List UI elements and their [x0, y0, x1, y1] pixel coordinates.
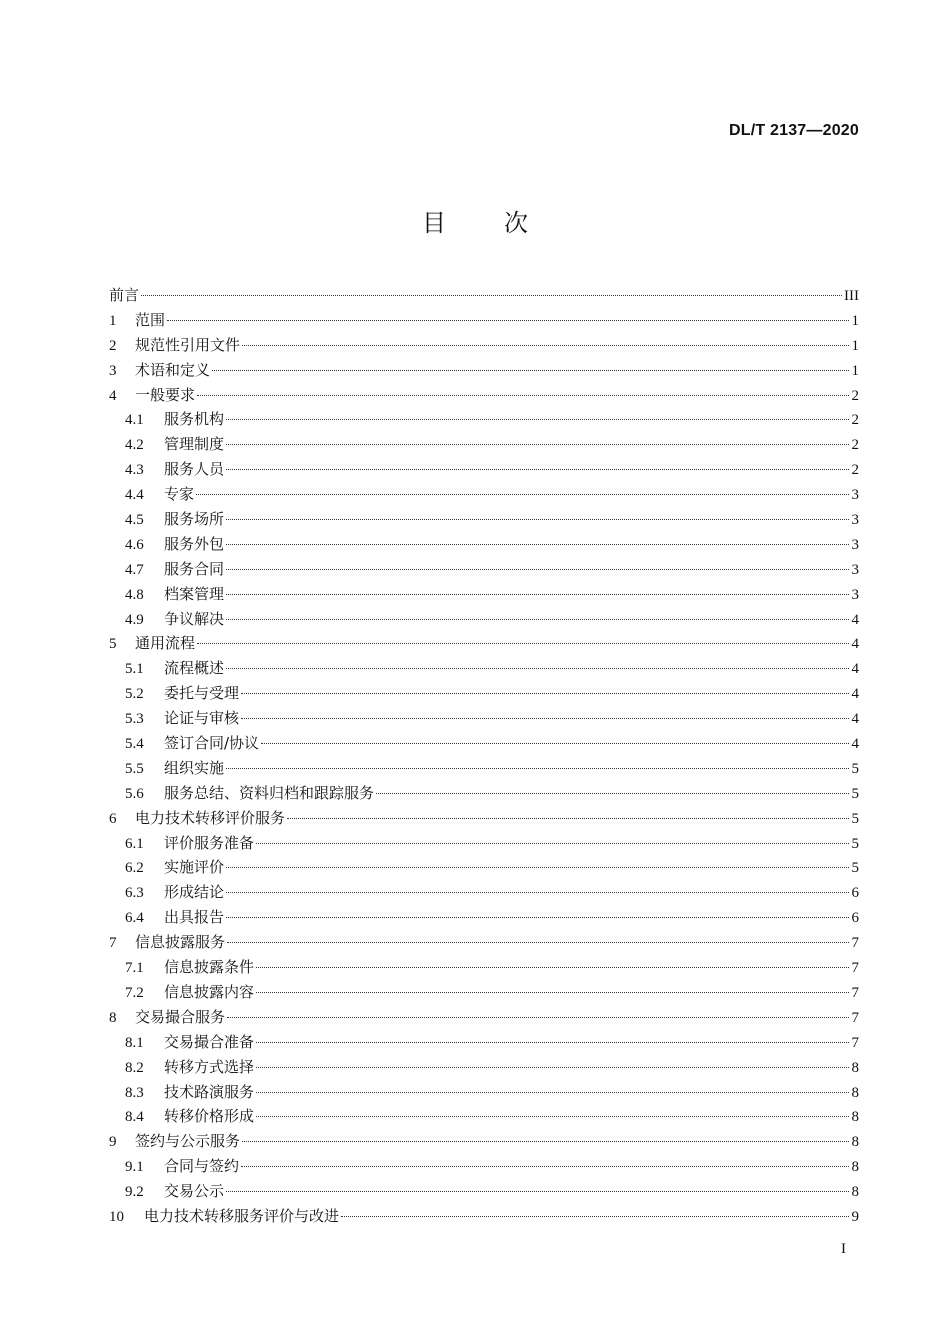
toc-entry-label: 服务机构 — [164, 410, 225, 429]
toc-leader-dots — [212, 370, 849, 371]
toc-leader-dots — [242, 1141, 849, 1142]
toc-entry[interactable] — [109, 806, 859, 831]
toc-entry-page: 8 — [851, 1134, 859, 1151]
toc-leader-dots — [256, 1092, 849, 1093]
toc-entry[interactable] — [109, 756, 859, 781]
toc-entry[interactable] — [109, 631, 859, 656]
toc-leader-dots — [256, 843, 849, 844]
toc-entry-number: 4 — [109, 387, 117, 404]
toc-entry-number: 5.2 — [125, 686, 144, 703]
toc-entry-label: 服务人员 — [164, 460, 225, 479]
toc-leader-dots — [227, 1017, 849, 1018]
toc-entry[interactable] — [109, 980, 859, 1005]
toc-entry-number: 4.5 — [125, 512, 144, 529]
toc-entry-label: 签订合同/协议 — [164, 734, 260, 753]
toc-entry-number: 1 — [109, 312, 117, 329]
toc-entry-label: 转移方式选择 — [164, 1057, 255, 1076]
toc-entry-page: 3 — [851, 561, 859, 578]
toc-entry[interactable] — [109, 507, 859, 532]
toc-leader-dots — [241, 1166, 849, 1167]
toc-leader-dots — [227, 942, 849, 943]
toc-entry-label: 专家 — [164, 485, 195, 504]
toc-entry-label: 交易公示 — [164, 1182, 225, 1201]
toc-entry-number: 9.1 — [125, 1159, 144, 1176]
toc-entry[interactable] — [109, 955, 859, 980]
toc-leader-dots — [242, 345, 849, 346]
toc-leader-dots — [226, 569, 849, 570]
toc-entry-page: 7 — [851, 1034, 859, 1051]
toc-entry-number: 6.2 — [125, 860, 144, 877]
toc-entry-number: 5.6 — [125, 785, 144, 802]
toc-entry-page: 2 — [851, 387, 859, 404]
toc-leader-dots — [196, 494, 849, 495]
toc-entry[interactable] — [109, 706, 859, 731]
toc-entry-page: 1 — [851, 362, 859, 379]
toc-entry-number: 3 — [109, 362, 117, 379]
toc-entry[interactable] — [109, 557, 859, 582]
toc-entry-page: 7 — [851, 960, 859, 977]
toc-entry-number: 5.1 — [125, 661, 144, 678]
standard-code: DL/T 2137—2020 — [729, 122, 859, 139]
toc-entry[interactable] — [109, 731, 859, 756]
toc-entry-number: 8.3 — [125, 1084, 144, 1101]
toc-entry[interactable] — [109, 1129, 859, 1154]
toc-entry-number: 6.3 — [125, 885, 144, 902]
toc-entry[interactable] — [109, 905, 859, 930]
toc-leader-dots — [226, 668, 849, 669]
toc-entry-number: 8.2 — [125, 1059, 144, 1076]
toc-entry[interactable] — [109, 333, 859, 358]
toc-entry-number: 5 — [109, 636, 117, 653]
toc-entry-label: 组织实施 — [164, 758, 225, 777]
toc-leader-dots — [226, 469, 849, 470]
toc-entry-number: 7 — [109, 935, 117, 952]
toc-entry-page: 4 — [851, 661, 859, 678]
toc-entry[interactable] — [109, 1154, 859, 1179]
toc-entry-number: 9 — [109, 1134, 117, 1151]
toc-entry-page: 6 — [851, 910, 859, 927]
toc-entry-label: 规范性引用文件 — [135, 335, 241, 354]
toc-entry-label: 服务场所 — [164, 510, 225, 529]
toc-entry-label: 信息披露服务 — [135, 933, 226, 952]
toc-entry[interactable] — [109, 1204, 859, 1229]
toc-entry-number: 6.4 — [125, 910, 144, 927]
toc-entry-label: 交易撮合服务 — [135, 1007, 226, 1026]
toc-entry[interactable] — [109, 358, 859, 383]
toc-entry-number: 4.4 — [125, 487, 144, 504]
toc-entry-number: 6 — [109, 810, 117, 827]
toc-entry-label: 流程概述 — [164, 659, 225, 678]
toc-leader-dots — [287, 818, 849, 819]
toc-entry-page: 8 — [851, 1084, 859, 1101]
toc-leader-dots — [226, 1191, 849, 1192]
toc-leader-dots — [226, 544, 849, 545]
toc-entry-number: 7.1 — [125, 960, 144, 977]
toc-entry-label: 电力技术转移评价服务 — [135, 808, 286, 827]
toc-entry-page: 5 — [851, 760, 859, 777]
toc-entry-number: 5.4 — [125, 736, 144, 753]
toc-entry[interactable] — [109, 532, 859, 557]
toc-entry-number: 4.8 — [125, 586, 144, 603]
toc-entry-label: 形成结论 — [164, 883, 225, 902]
toc-leader-dots — [226, 519, 849, 520]
toc-entry-label: 签约与公示服务 — [135, 1132, 241, 1151]
toc-entry-label: 实施评价 — [164, 858, 225, 877]
toc-leader-dots — [226, 768, 849, 769]
toc-entry-label: 技术路演服务 — [164, 1082, 255, 1101]
toc-list — [109, 283, 859, 1229]
toc-entry-label: 交易撮合准备 — [164, 1032, 255, 1051]
toc-entry-page: 4 — [851, 611, 859, 628]
toc-entry-page: 7 — [851, 984, 859, 1001]
toc-entry-number: 4.7 — [125, 561, 144, 578]
toc-entry-label: 服务总结、资料归档和跟踪服务 — [164, 783, 375, 802]
toc-leader-dots — [197, 395, 849, 396]
toc-entry-number: 4.1 — [125, 412, 144, 429]
toc-entry-page: 7 — [851, 935, 859, 952]
toc-entry[interactable] — [109, 383, 859, 408]
page-number: I — [841, 1241, 846, 1257]
toc-leader-dots — [167, 320, 849, 321]
toc-leader-dots — [241, 693, 849, 694]
toc-entry[interactable] — [109, 1179, 859, 1204]
toc-entry-page: 4 — [851, 711, 859, 728]
toc-entry[interactable] — [109, 582, 859, 607]
toc-entry[interactable] — [109, 681, 859, 706]
toc-entry-label: 电力技术转移服务评价与改进 — [144, 1206, 340, 1225]
toc-entry-label: 前言 — [109, 286, 140, 304]
toc-entry-number: 4.6 — [125, 536, 144, 553]
toc-entry[interactable] — [109, 930, 859, 955]
toc-leader-dots — [256, 967, 849, 968]
toc-entry[interactable] — [109, 283, 859, 308]
toc-entry[interactable] — [109, 1080, 859, 1105]
toc-entry-page: 5 — [851, 785, 859, 802]
toc-entry-page: 8 — [851, 1109, 859, 1126]
toc-entry-page: 3 — [851, 512, 859, 529]
toc-entry-label: 范围 — [135, 310, 166, 329]
toc-entry-label: 术语和定义 — [135, 360, 211, 379]
toc-leader-dots — [197, 643, 849, 644]
toc-entry[interactable] — [109, 656, 859, 681]
toc-entry[interactable] — [109, 308, 859, 333]
toc-leader-dots — [226, 867, 849, 868]
toc-entry-number: 4.2 — [125, 437, 144, 454]
toc-entry-label: 管理制度 — [164, 435, 225, 454]
toc-entry-page: 8 — [851, 1059, 859, 1076]
toc-entry-label: 论证与审核 — [164, 709, 240, 728]
toc-entry-number: 2 — [109, 337, 117, 354]
toc-entry[interactable] — [109, 1104, 859, 1129]
toc-entry-label: 合同与签约 — [164, 1157, 240, 1176]
toc-leader-dots — [226, 619, 849, 620]
toc-leader-dots — [256, 1067, 849, 1068]
toc-entry-page: 5 — [851, 860, 859, 877]
toc-entry-page: 1 — [851, 337, 859, 354]
toc-entry-label: 转移价格形成 — [164, 1107, 255, 1126]
toc-entry-page: 3 — [851, 586, 859, 603]
toc-entry[interactable] — [109, 855, 859, 880]
toc-entry[interactable] — [109, 831, 859, 856]
toc-entry-label: 服务外包 — [164, 534, 225, 553]
toc-leader-dots — [376, 793, 849, 794]
toc-entry-label: 出具报告 — [164, 908, 225, 927]
toc-entry[interactable] — [109, 482, 859, 507]
toc-entry-number: 8.1 — [125, 1034, 144, 1051]
toc-leader-dots — [226, 444, 849, 445]
toc-entry-number: 8 — [109, 1009, 117, 1026]
toc-leader-dots — [226, 594, 849, 595]
toc-entry-page: 4 — [851, 736, 859, 753]
toc-entry[interactable] — [109, 1055, 859, 1080]
toc-entry-page: 8 — [851, 1159, 859, 1176]
toc-entry-page: 3 — [851, 487, 859, 504]
toc-entry-label: 评价服务准备 — [164, 833, 255, 852]
toc-entry-page: 5 — [851, 810, 859, 827]
toc-entry[interactable] — [109, 781, 859, 806]
toc-leader-dots — [226, 419, 849, 420]
toc-leader-dots — [226, 892, 849, 893]
toc-entry-page: 3 — [851, 536, 859, 553]
toc-leader-dots — [256, 1042, 849, 1043]
toc-entry-label: 争议解决 — [164, 609, 225, 628]
toc-entry[interactable] — [109, 1030, 859, 1055]
toc-entry[interactable] — [109, 407, 859, 432]
toc-entry-label: 服务合同 — [164, 559, 225, 578]
toc-entry-label: 档案管理 — [164, 584, 225, 603]
toc-entry[interactable] — [109, 432, 859, 457]
toc-entry-page: 2 — [851, 437, 859, 454]
toc-entry-number: 10 — [109, 1208, 124, 1225]
toc-entry-page: III — [844, 288, 859, 304]
toc-entry-number: 5.3 — [125, 711, 144, 728]
toc-leader-dots — [256, 992, 849, 993]
toc-entry[interactable] — [109, 457, 859, 482]
toc-entry-label: 信息披露内容 — [164, 982, 255, 1001]
toc-entry[interactable] — [109, 607, 859, 632]
toc-entry[interactable] — [109, 1005, 859, 1030]
toc-entry-page: 2 — [851, 462, 859, 479]
toc-entry-page: 5 — [851, 835, 859, 852]
toc-leader-dots — [256, 1116, 849, 1117]
toc-entry-label: 信息披露条件 — [164, 958, 255, 977]
toc-entry-label: 委托与受理 — [164, 684, 240, 703]
toc-leader-dots — [241, 718, 849, 719]
toc-entry-label: 一般要求 — [135, 385, 196, 404]
toc-title: 目次 — [422, 209, 586, 237]
toc-entry-page: 7 — [851, 1009, 859, 1026]
toc-entry-number: 8.4 — [125, 1109, 144, 1126]
toc-entry-number: 7.2 — [125, 984, 144, 1001]
toc-leader-dots — [141, 295, 842, 296]
toc-entry-page: 2 — [851, 412, 859, 429]
toc-entry-number: 4.9 — [125, 611, 144, 628]
toc-entry-page: 4 — [851, 636, 859, 653]
toc-entry-page: 1 — [851, 312, 859, 329]
toc-entry-page: 6 — [851, 885, 859, 902]
toc-entry-number: 4.3 — [125, 462, 144, 479]
toc-entry-label: 通用流程 — [135, 634, 196, 653]
toc-entry-number: 6.1 — [125, 835, 144, 852]
toc-entry-number: 5.5 — [125, 760, 144, 777]
toc-entry-page: 9 — [851, 1208, 859, 1225]
toc-entry[interactable] — [109, 880, 859, 905]
toc-leader-dots — [226, 917, 849, 918]
toc-entry-number: 9.2 — [125, 1184, 144, 1201]
toc-entry-page: 8 — [851, 1184, 859, 1201]
toc-leader-dots — [341, 1216, 849, 1217]
toc-entry-page: 4 — [851, 686, 859, 703]
toc-leader-dots — [261, 743, 849, 744]
